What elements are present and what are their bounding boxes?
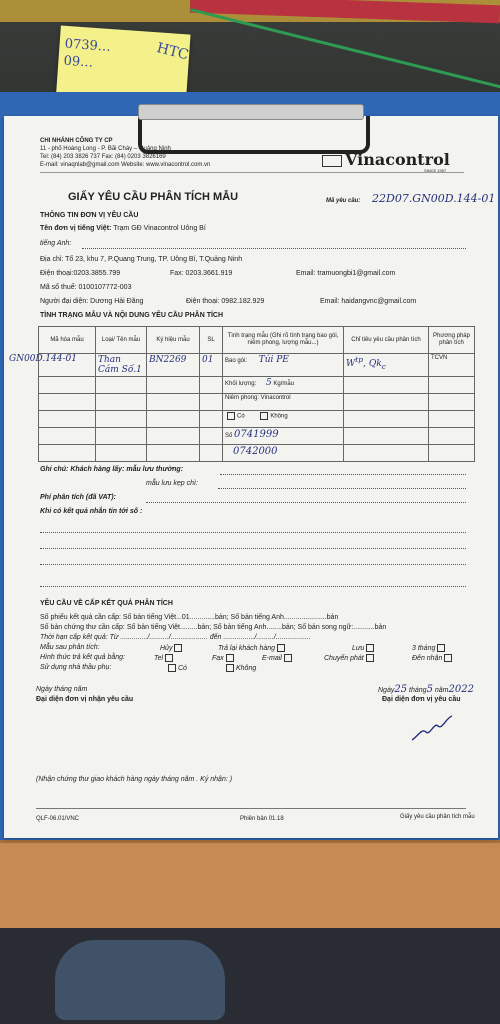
- after-option-3months: [412, 644, 447, 652]
- left-signature-title: Đại diện đơn vị nhận yêu cầu: [36, 696, 134, 703]
- clip-hinge: [138, 116, 370, 154]
- right-date-day-label: Ngày: [378, 687, 395, 694]
- result-copies: Số phiếu kết quả cần cấp: Số bản tiếng Việt...01.............bản; Số bản tiếng Anh......................bản: [40, 614, 339, 621]
- form-fax-label: Fax: [212, 654, 224, 662]
- blank-line: [40, 586, 466, 587]
- handover-line: (Nhận chứng thư giao khách hàng ngày tháng năm . Ký nhận: ): [36, 776, 233, 783]
- cell-mark: [147, 354, 200, 377]
- empty-cell: [429, 445, 475, 462]
- branch-line: CHI NHÁNH CÔNG TY CP: [40, 138, 113, 144]
- after-3months-label: 3 tháng: [412, 644, 436, 652]
- form-email-checkbox[interactable]: [284, 654, 292, 662]
- header-rule: [40, 172, 464, 173]
- cell-seal: Niêm phong: Vinacontrol: [223, 394, 344, 411]
- blank-line: [40, 532, 466, 533]
- name-en-label: tiếng Anh:: [40, 240, 72, 247]
- cell-seal-number-2: [223, 445, 344, 462]
- form-tel-checkbox[interactable]: [165, 654, 173, 662]
- after-return-label: Trả lại khách hàng: [218, 644, 276, 652]
- empty-cell: [39, 445, 96, 462]
- seal-number-2: 0742000: [233, 446, 278, 457]
- after-destroy-label: Hủy: [160, 644, 173, 652]
- sample-qty-value: 01: [202, 355, 214, 365]
- after-destroy-checkbox[interactable]: [174, 644, 182, 652]
- result-section: YÊU CẦU VỀ CẤP KẾT QUẢ PHÂN TÍCH: [40, 600, 173, 607]
- form-tel-label: Tel: [154, 654, 164, 662]
- empty-cell: [344, 411, 429, 428]
- sub-yes-label: Có: [178, 664, 187, 672]
- logo-icon: [322, 155, 342, 167]
- right-year-value: 2022: [448, 684, 474, 695]
- sample-table: [9, 326, 475, 462]
- fee-label: Phí phân tích (đã VAT):: [40, 494, 116, 501]
- empty-cell: [200, 377, 223, 394]
- empty-cell: [147, 411, 200, 428]
- cell-code: [9, 354, 96, 377]
- header-sample-condition: Tình trạng mẫu (Ghi rõ tình trạng bao gói, niêm phong, lượng mẫu...): [223, 327, 344, 354]
- request-code-label: Mã yêu cầu:: [326, 198, 361, 204]
- email-line: E-mail: vinaqnlab@gmail.com Website: www.vinacontrol.com.vn: [40, 162, 211, 168]
- cell-weight: [223, 377, 344, 394]
- empty-cell: [200, 428, 223, 445]
- after-label: Mẫu sau phân tích:: [40, 644, 100, 651]
- left-date: Ngày tháng năm: [36, 686, 88, 693]
- form-option-fax: [212, 654, 236, 662]
- note-line2: mẫu lưu kẹp chì:: [146, 480, 198, 487]
- address-field: Địa chỉ: Tổ 23, khu 7, P.Quang Trung, TP. Uông Bí, T.Quảng Ninh: [40, 256, 243, 263]
- table-row: [39, 411, 475, 428]
- section-requester: THÔNG TIN ĐƠN VỊ YÊU CẦU: [40, 212, 139, 219]
- name-vn-value: Trạm GĐ Vinacontrol Uông Bí: [113, 225, 206, 232]
- pack-value: Túi PE: [258, 355, 289, 365]
- after-keep-checkbox[interactable]: [366, 644, 374, 652]
- table-row: [39, 428, 475, 445]
- phone-field: Điện thoại:0203.3855.799: [40, 270, 121, 277]
- handwritten-signature: [408, 710, 458, 746]
- right-signature-title: Đại diện đơn vị yêu cầu: [382, 696, 461, 703]
- shoe: [55, 940, 225, 1020]
- request-code-value: 22D07.GN00D.144-01: [372, 192, 496, 205]
- rep-phone-field: Điện thoại: 0982.182.929: [186, 298, 265, 305]
- after-3months-checkbox[interactable]: [437, 644, 445, 652]
- table-row: [39, 445, 475, 462]
- form-option-email: [262, 654, 294, 662]
- seal-number-1: 0741999: [234, 429, 279, 440]
- sample-name-value: Than Cám Số.1: [98, 355, 142, 375]
- after-option-keep: [352, 644, 376, 652]
- form-courier-label: Chuyển phát: [324, 654, 364, 662]
- empty-cell: [344, 377, 429, 394]
- empty-cell: [96, 394, 147, 411]
- notify-label: Khi có kết quả nhắn tin tới số :: [40, 508, 143, 515]
- blank-line: [40, 548, 466, 549]
- sample-mark-value: BN2269: [149, 355, 187, 365]
- empty-cell: [429, 428, 475, 445]
- representative-field: Người đại diện: Dương Hải Đăng: [40, 298, 144, 305]
- empty-cell: [96, 377, 147, 394]
- empty-cell: [39, 411, 96, 428]
- empty-cell: [147, 445, 200, 462]
- form-label: Hình thức trả kết quả bằng:: [40, 654, 125, 661]
- empty-cell: [96, 445, 147, 462]
- cell-name: [96, 354, 147, 377]
- form-email-label: E-mail: [262, 654, 282, 662]
- after-option-destroy: [160, 644, 184, 652]
- empty-cell: [147, 377, 200, 394]
- empty-cell: [147, 428, 200, 445]
- table-row: [39, 354, 475, 377]
- empty-cell: [344, 394, 429, 411]
- empty-cell: [344, 445, 429, 462]
- note-line2-dots: [218, 488, 466, 489]
- seal-number-label: Số: [225, 433, 233, 439]
- header-sample-name: Loại/ Tên mẫu: [96, 327, 147, 354]
- empty-cell: [39, 394, 96, 411]
- cell-seal-number: [223, 428, 344, 445]
- fax-field: Fax: 0203.3661.919: [170, 270, 233, 277]
- empty-cell: [200, 394, 223, 411]
- empty-cell: [96, 411, 147, 428]
- sticky-note-text: 0739… 09…: [63, 36, 112, 71]
- blank-line: [40, 564, 466, 565]
- sub-option-no: [224, 664, 256, 672]
- form-courier-checkbox[interactable]: [366, 654, 374, 662]
- form-option-pickup: [412, 654, 454, 662]
- after-keep-label: Lưu: [352, 644, 365, 652]
- table-header-row: [39, 327, 475, 354]
- name-vn-row: [40, 225, 206, 232]
- form-option-tel: [154, 654, 175, 662]
- clip-bar: [138, 104, 364, 120]
- sub-label: Sử dụng nhà thầu phụ:: [40, 664, 112, 671]
- footer-rule: [36, 808, 466, 809]
- cell-criteria: [344, 354, 429, 377]
- header-criteria: Chỉ tiêu yêu cầu phân tích: [344, 327, 429, 354]
- sub-no-label: Không: [236, 664, 257, 672]
- right-date-year-label: năm: [434, 687, 449, 694]
- empty-cell: [96, 428, 147, 445]
- sub-no-checkbox[interactable]: [226, 664, 234, 672]
- header-sample-mark: Ký hiệu mẫu: [147, 327, 200, 354]
- brand-since: SINCE 1957: [424, 168, 447, 173]
- after-return-checkbox[interactable]: [277, 644, 285, 652]
- weight-value: 5: [265, 378, 272, 388]
- address-line: 11 - phố Hoàng Long - P. Bãi Cháy – Quảng Ninh: [40, 146, 171, 152]
- empty-cell: [429, 411, 475, 428]
- section-samples: TÌNH TRẠNG MẪU VÀ NỘI DUNG YÊU CẦU PHÂN TÍCH: [40, 312, 224, 319]
- footer-version: Phiên bản 01.18: [240, 816, 284, 822]
- method-value: TCVN: [431, 355, 448, 361]
- empty-cell: [344, 428, 429, 445]
- note-line: [220, 474, 466, 475]
- fee-line: [146, 502, 466, 503]
- right-day-value: 25: [394, 684, 408, 695]
- note-label: Ghi chú: Khách hàng lấy: mẫu lưu thường:: [40, 466, 184, 473]
- table-row: [39, 377, 475, 394]
- form-pickup-label: Đến nhận: [412, 654, 443, 662]
- cell-seal-options: [223, 411, 344, 428]
- form-fax-checkbox[interactable]: [226, 654, 234, 662]
- right-date: [378, 684, 474, 695]
- criteria-q: , Qk: [363, 359, 382, 369]
- desk-edge: [0, 840, 500, 933]
- clipboard-clip: [138, 104, 362, 156]
- sub-yes-checkbox[interactable]: [168, 664, 176, 672]
- email-field: Email: tramuongbi1@gmail.com: [296, 270, 396, 277]
- empty-cell: [200, 411, 223, 428]
- cell-method: [429, 354, 475, 377]
- sticky-note-htc: HTC: [155, 40, 191, 64]
- criteria-w-sup: tp: [355, 355, 364, 364]
- criteria-q-sub: c: [381, 361, 386, 371]
- rep-email-field: Email: haidangvnc@gmail.com: [320, 298, 417, 305]
- weight-unit: Kg/mẫu: [273, 381, 295, 387]
- name-en-line: [82, 248, 466, 249]
- footer-code: QLF-06.01/VNC: [36, 816, 80, 822]
- pack-label: Bao gói:: [225, 358, 248, 364]
- weight-label: Khối lượng:: [225, 381, 257, 387]
- empty-cell: [39, 377, 96, 394]
- right-month-value: 5: [426, 684, 433, 695]
- cell-pack: [223, 354, 344, 377]
- empty-cell: [39, 428, 96, 445]
- header-method: Phương pháp phân tích: [429, 327, 475, 354]
- form-title: GIẤY YÊU CẦU PHÂN TÍCH MẪU: [68, 191, 239, 203]
- header-sample-code: Mã hóa mẫu: [39, 327, 96, 354]
- table-row: [39, 394, 475, 411]
- after-option-return: [218, 644, 287, 652]
- tax-field: Mã số thuế: 0100107772-003: [40, 284, 132, 291]
- sub-option-yes: [166, 664, 187, 672]
- empty-cell: [200, 445, 223, 462]
- cell-qty: [200, 354, 223, 377]
- header-quantity: SL: [200, 327, 223, 354]
- right-date-month-label: tháng: [409, 687, 427, 694]
- seal-no-checkbox[interactable]: [260, 412, 268, 420]
- name-vn-label: Tên đơn vị tiếng Việt:: [40, 225, 112, 232]
- result-certs: Số bản chứng thư cần cấp: Số bản tiếng Việt.........bản; Số bản tiếng Anh........bản; Số bản song ngữ:...........bản: [40, 624, 387, 631]
- footer-doc-name: Giấy yêu cầu phân tích mẫu: [400, 814, 475, 820]
- seal-no-label: Không: [270, 413, 288, 420]
- result-deadline: Thời hạn cấp kết quả: Từ ............../........../................... đến ................/........./..................: [40, 634, 311, 641]
- empty-cell: [429, 377, 475, 394]
- vinacontrol-logo: Vinacontrol: [322, 150, 450, 169]
- empty-cell: [429, 394, 475, 411]
- seal-yes-label: Có: [237, 413, 245, 420]
- empty-cell: [147, 394, 200, 411]
- criteria-value: [346, 355, 386, 371]
- form-pickup-checkbox[interactable]: [444, 654, 452, 662]
- request-form-paper: [4, 116, 498, 838]
- seal-yes-checkbox[interactable]: [227, 412, 235, 420]
- contact-line: Tel: (84) 203 3826 737 Fax: (84) 0203 3826169: [40, 154, 166, 160]
- sample-code-value: GN00D.144-01: [9, 354, 77, 364]
- criteria-w: W: [346, 359, 356, 369]
- form-option-courier: [324, 654, 376, 662]
